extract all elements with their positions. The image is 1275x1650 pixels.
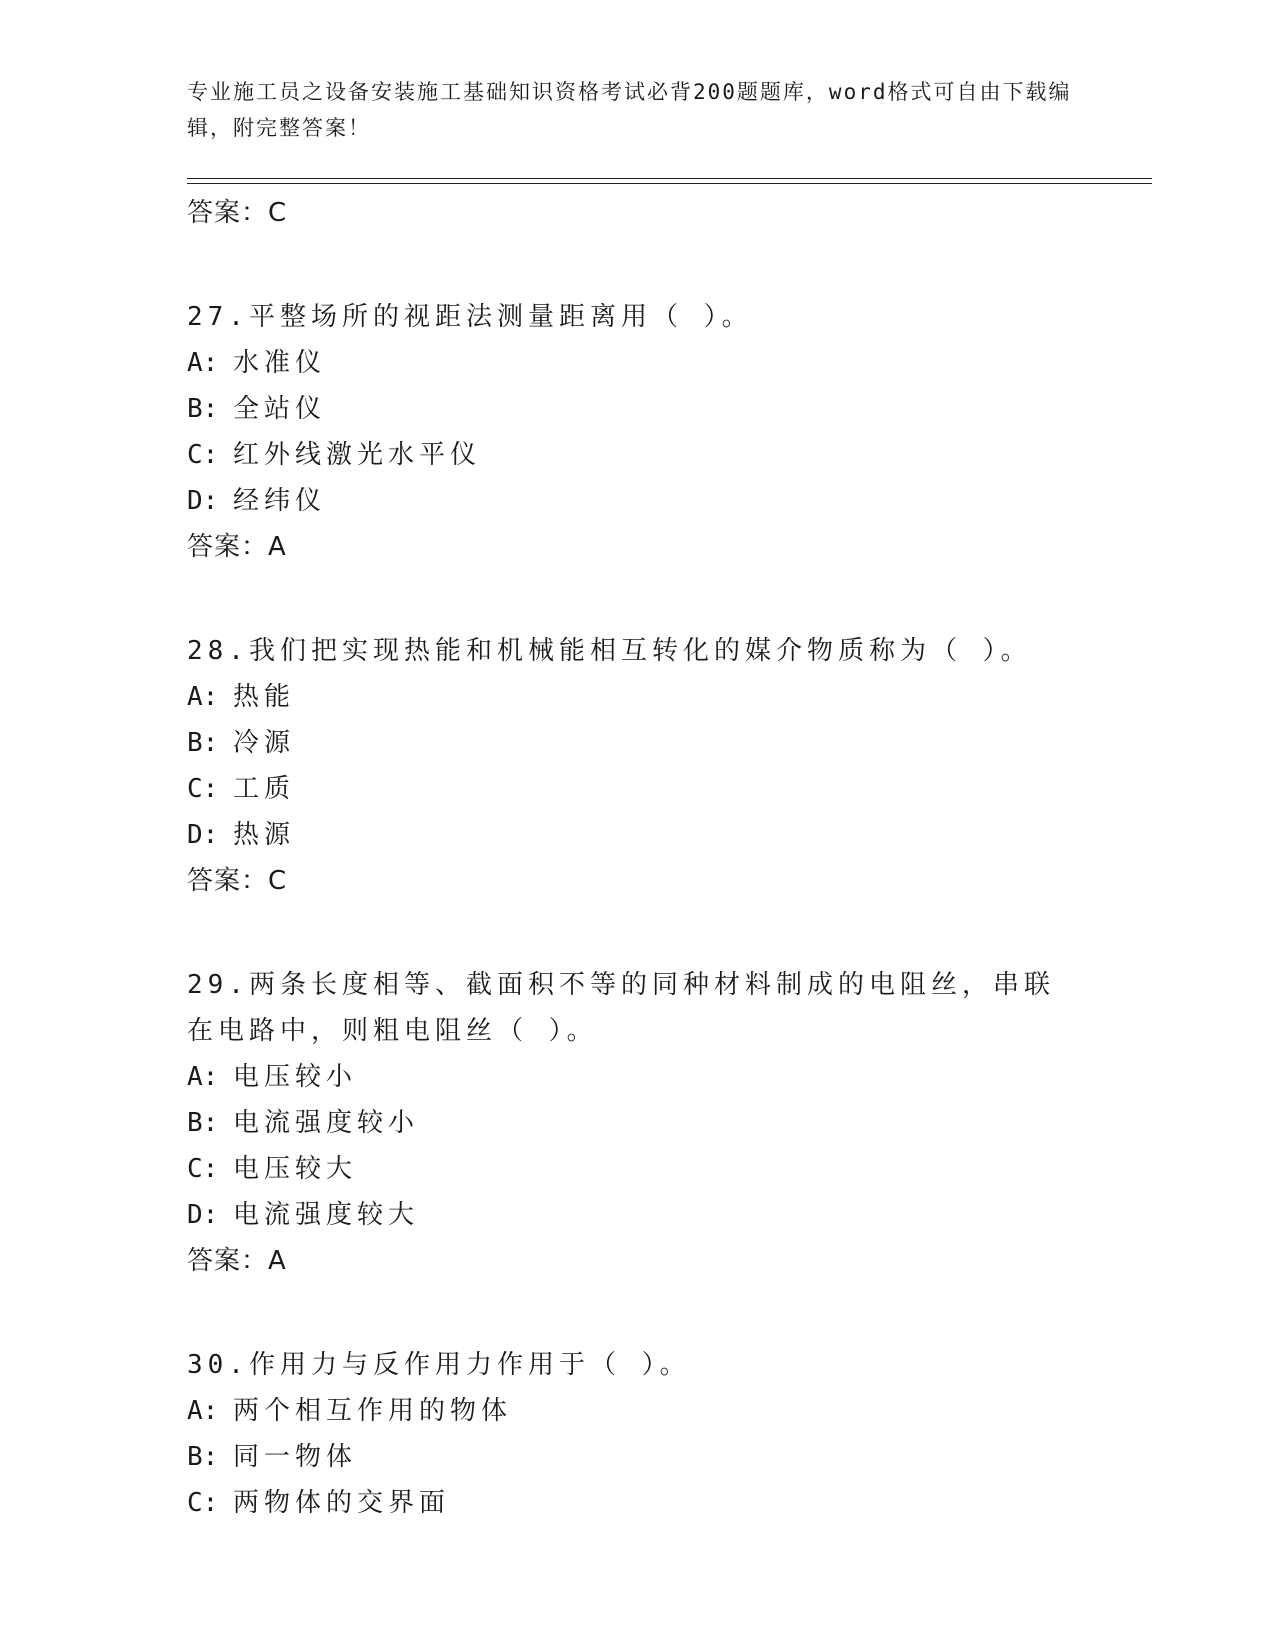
question-stem: 29.两条长度相等、截面积不等的同种材料制成的电阻丝，串联在电路中，则粗电阻丝（ ）。 (187, 970, 1055, 1046)
option-text: 红外线激光水平仪 (233, 440, 482, 470)
option-letter: D: (187, 820, 219, 850)
option-letter: B: (187, 728, 219, 758)
option-text: 电流强度较大 (233, 1200, 420, 1230)
question-29 (187, 962, 1087, 1284)
option-text: 全站仪 (233, 394, 327, 424)
option-d (187, 1192, 1087, 1238)
option-text: 热源 (233, 820, 296, 850)
option-letter: C: (187, 440, 219, 470)
option-b (187, 1100, 1087, 1146)
option-d (187, 812, 1087, 858)
option-letter: A: (187, 682, 219, 712)
header-divider-top (187, 178, 1152, 179)
option-a (187, 1054, 1087, 1100)
option-text: 电压较小 (233, 1062, 358, 1092)
option-a (187, 1388, 1087, 1434)
option-c (187, 1480, 1087, 1526)
option-b (187, 1434, 1087, 1480)
option-d (187, 478, 1087, 524)
question-answer: 答案：A (187, 532, 287, 562)
previous-answer: 答案：C (187, 198, 288, 228)
option-text: 同一物体 (233, 1442, 358, 1472)
option-letter: B: (187, 1442, 219, 1472)
question-30 (187, 1342, 1087, 1526)
question-stem: 27.平整场所的视距法测量距离用（ ）。 (187, 302, 753, 332)
question-28 (187, 628, 1087, 904)
option-text: 电流强度较小 (233, 1108, 420, 1138)
option-text: 工质 (233, 774, 296, 804)
option-a (187, 674, 1087, 720)
option-text: 水准仪 (233, 348, 327, 378)
question-27 (187, 294, 1087, 570)
option-text: 经纬仪 (233, 486, 327, 516)
option-letter: B: (187, 394, 219, 424)
option-letter: B: (187, 1108, 219, 1138)
question-list (187, 190, 1087, 1526)
option-text: 两个相互作用的物体 (233, 1396, 513, 1426)
question-stem: 30.作用力与反作用力作用于（ ）。 (187, 1350, 691, 1380)
option-letter: A: (187, 1396, 219, 1426)
option-text: 冷源 (233, 728, 296, 758)
option-c (187, 766, 1087, 812)
option-letter: A: (187, 348, 219, 378)
option-text: 热能 (233, 682, 296, 712)
option-c (187, 432, 1087, 478)
question-answer: 答案：C (187, 866, 288, 896)
option-letter: C: (187, 1154, 219, 1184)
option-text: 电压较大 (233, 1154, 358, 1184)
option-letter: C: (187, 774, 219, 804)
option-a (187, 340, 1087, 386)
option-letter: C: (187, 1488, 219, 1518)
option-b (187, 386, 1087, 432)
option-letter: D: (187, 486, 219, 516)
question-stem: 28.我们把实现热能和机械能相互转化的媒介物质称为（ ）。 (187, 636, 1032, 666)
option-letter: A: (187, 1062, 219, 1092)
option-letter: D: (187, 1200, 219, 1230)
option-text: 两物体的交界面 (233, 1488, 451, 1518)
option-c (187, 1146, 1087, 1192)
option-b (187, 720, 1087, 766)
document-header: 专业施工员之设备安装施工基础知识资格考试必背200题题库，word格式可自由下载编辑，附完整答案！ (187, 80, 1072, 140)
header-divider-bottom (187, 183, 1152, 184)
question-answer: 答案：A (187, 1246, 287, 1276)
